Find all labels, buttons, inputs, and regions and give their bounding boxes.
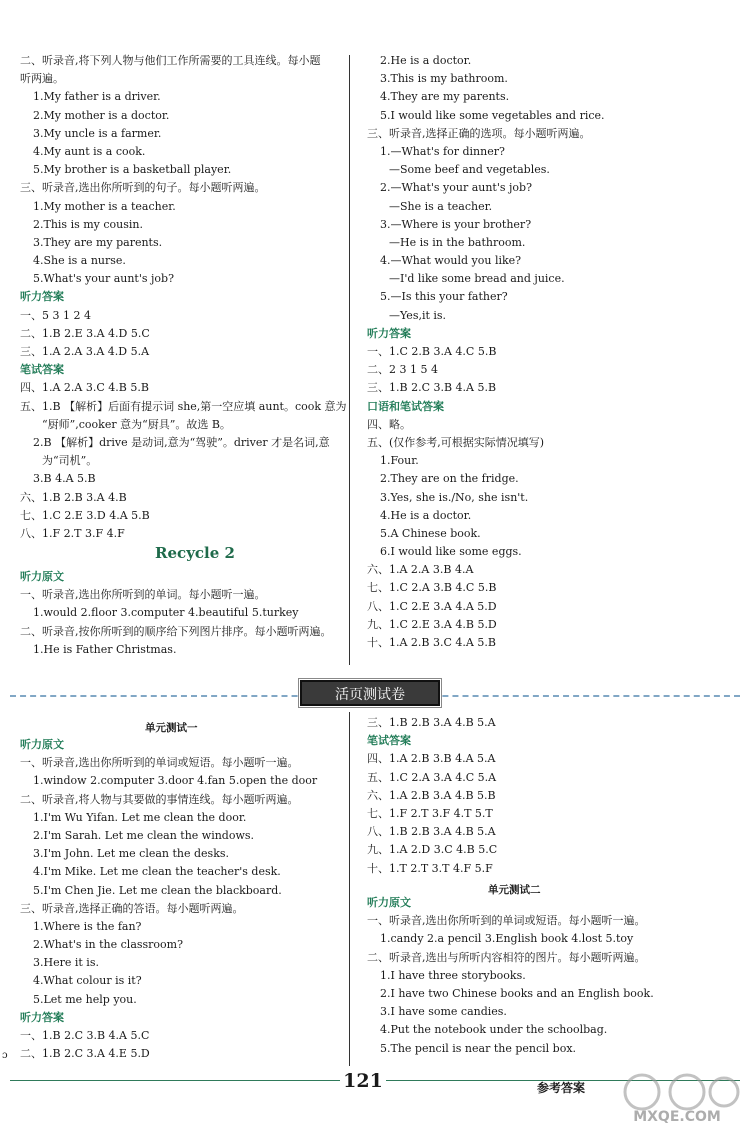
- answer-line: 2.They are on the fridge.: [380, 472, 519, 486]
- listening-line: 5.—Is this your father?: [380, 290, 508, 304]
- section-heading: 听力原文: [367, 896, 411, 909]
- section-heading: 听力原文: [20, 738, 64, 751]
- listening-line: 4.They are my parents.: [380, 90, 510, 104]
- answer-line: 十、1.A 2.B 3.C 4.A 5.B: [367, 636, 496, 649]
- listening-line: 二、听录音,选出与所听内容相符的图片。每小题听两遍。: [367, 950, 646, 964]
- answer-line: 3.B 4.A 5.B: [33, 472, 96, 486]
- listening-line: 3.I'm John. Let me clean the desks.: [33, 847, 229, 861]
- listening-line: 二、听录音,按你所听到的顺序给下列图片排序。每小题听两遍。: [20, 624, 332, 638]
- section-heading: 听力答案: [20, 290, 64, 304]
- listening-line: 2.He is a doctor.: [380, 54, 472, 67]
- answer-line: 七、1.F 2.T 3.F 4.T 5.T: [367, 806, 493, 820]
- answer-line: 6.I would like some eggs.: [380, 545, 522, 559]
- answer-line: 七、1.C 2.A 3.B 4.C 5.B: [367, 581, 497, 595]
- listening-line: 1.He is Father Christmas.: [33, 642, 177, 656]
- answer-line: 一、5 3 1 2 4: [20, 308, 91, 322]
- section-heading: 听力答案: [367, 326, 411, 340]
- listening-line: 2.What's in the classroom?: [33, 938, 183, 952]
- listening-line: 三、听录音,选择正确的答语。每小题听两遍。: [20, 901, 244, 915]
- answer-line: 十、1.T 2.T 3.T 4.F 5.F: [367, 861, 493, 875]
- listening-line: 3.—Where is your brother?: [380, 217, 532, 231]
- listening-line: 3.Here it is.: [33, 956, 99, 970]
- listening-line: 1.would 2.floor 3.computer 4.beautiful 5.turkey: [33, 606, 299, 620]
- listening-line: 4.My aunt is a cook.: [33, 144, 146, 158]
- answer-line: 4.He is a doctor.: [380, 508, 472, 522]
- listening-line: 4.She is a nurse.: [33, 254, 126, 268]
- answer-line: 九、1.A 2.D 3.C 4.B 5.C: [367, 843, 498, 857]
- listening-line: 2.—What's your aunt's job?: [380, 181, 532, 195]
- listening-line: —He is in the bathroom.: [389, 235, 526, 249]
- worksheet-banner: 活页测试卷: [300, 680, 440, 706]
- listening-line: 1.window 2.computer 3.door 4.fan 5.open the door: [33, 774, 318, 788]
- answer-line: 二、1.B 2.C 3.A 4.E 5.D: [20, 1047, 150, 1061]
- answer-line: 五、1.B 【解析】后面有提示词 she,第一空应填 aunt。cook 意为: [20, 399, 347, 413]
- listening-line: 三、听录音,选出你所听到的句子。每小题听两遍。: [20, 181, 266, 195]
- listening-line: 5.I'm Chen Jie. Let me clean the blackboard.: [33, 883, 282, 897]
- listening-line: 听两遍。: [20, 72, 64, 86]
- section-heading: 口语和笔试答案: [367, 399, 444, 413]
- section-heading: 听力答案: [20, 1010, 64, 1024]
- listening-line: 1.My father is a driver.: [33, 90, 161, 104]
- section-heading: 笔试答案: [367, 734, 411, 748]
- answer-line: 五、(仅作参考,可根据实际情况填写): [367, 435, 545, 449]
- column-divider: [349, 712, 350, 1072]
- watermark-logo: [612, 1070, 742, 1125]
- answer-line: 二、1.B 2.E 3.A 4.D 5.C: [20, 326, 150, 340]
- section-heading: 听力原文: [20, 570, 64, 583]
- answer-line: 七、1.C 2.E 3.D 4.A 5.B: [20, 508, 150, 522]
- listening-line: 4.What colour is it?: [33, 974, 142, 988]
- answer-line: 三、1.B 2.B 3.A 4.B 5.A: [367, 716, 496, 729]
- answer-line: 六、1.A 2.B 3.A 4.B 5.B: [367, 788, 496, 802]
- listening-line: 三、听录音,选择正确的选项。每小题听两遍。: [367, 126, 591, 140]
- listening-line: 5.Let me help you.: [33, 992, 137, 1006]
- answer-line: 3.Yes, she is./No, she isn't.: [380, 490, 529, 504]
- answer-line: 八、1.B 2.B 3.A 4.B 5.A: [367, 825, 496, 839]
- listening-line: 3.I have some candies.: [380, 1005, 507, 1019]
- listening-line: 1.I'm Wu Yifan. Let me clean the door.: [33, 810, 247, 824]
- recycle-title: Recycle 2: [155, 544, 235, 562]
- listening-line: 二、听录音,将人物与其要做的事情连线。每小题听两遍。: [20, 792, 299, 806]
- listening-line: 1.—What's for dinner?: [380, 144, 505, 158]
- listening-line: 3.My uncle is a farmer.: [33, 126, 162, 140]
- answer-line: 三、1.A 2.A 3.A 4.D 5.A: [20, 345, 150, 358]
- listening-line: 5.What's your aunt's job?: [33, 272, 174, 286]
- listening-line: 2.I'm Sarah. Let me clean the windows.: [33, 828, 255, 842]
- answer-line: 一、1.B 2.C 3.B 4.A 5.C: [20, 1029, 150, 1042]
- listening-line: 3.They are my parents.: [33, 235, 163, 249]
- listening-line: 5.The pencil is near the pencil box.: [380, 1041, 577, 1055]
- answer-line: “厨师”,cooker 意为“厨具”。故选 B。: [42, 417, 231, 431]
- answer-line: 六、1.B 2.B 3.A 4.B: [20, 490, 127, 504]
- answer-line: 四、1.A 2.A 3.C 4.B 5.B: [20, 381, 149, 395]
- listening-line: —Some beef and vegetables.: [389, 163, 550, 177]
- answer-line: 四、略。: [367, 417, 411, 431]
- answer-line: 九、1.C 2.E 3.A 4.B 5.D: [367, 617, 497, 631]
- listening-line: 5.My brother is a basketball player.: [33, 163, 232, 177]
- listening-line: 1.candy 2.a pencil 3.English book 4.lost 5.toy: [380, 932, 634, 946]
- listening-line: 2.I have two Chinese books and an English book.: [380, 986, 654, 1000]
- answer-line: 八、1.F 2.T 3.F 4.F: [20, 526, 125, 540]
- unit-test-one-title: 单元测试一: [145, 722, 198, 734]
- column-divider: [349, 55, 350, 665]
- footer-label: 参考答案: [537, 1081, 586, 1095]
- listening-line: —I'd like some bread and juice.: [389, 272, 565, 286]
- listening-line: 4.—What would you like?: [380, 254, 522, 268]
- listening-line: 1.My mother is a teacher.: [33, 199, 176, 213]
- answer-line: 五、1.C 2.A 3.A 4.C 5.A: [367, 770, 497, 784]
- answer-line: 1.Four.: [380, 454, 419, 468]
- listening-line: 一、听录音,选出你所听到的单词。每小题听一遍。: [20, 588, 266, 602]
- unit-test-one: [20, 736, 345, 1063]
- listening-line: —She is a teacher.: [389, 199, 493, 213]
- answer-line: 一、1.C 2.B 3.A 4.C 5.B: [367, 345, 497, 358]
- answer-line: 为“司机”。: [42, 454, 98, 468]
- watermark-text: MXQE.COM: [633, 1109, 721, 1125]
- answer-line: 5.A Chinese book.: [380, 526, 481, 540]
- answer-line: 二、2 3 1 5 4: [367, 363, 438, 377]
- listening-line: 5.I would like some vegetables and rice.: [380, 108, 605, 122]
- listening-line: 4.I'm Mike. Let me clean the teacher's desk.: [33, 865, 281, 879]
- corner-mark: ɔ: [2, 1050, 8, 1061]
- listening-line: 二、听录音,将下列人物与他们工作所需要的工具连线。每小题: [20, 54, 321, 67]
- right-column-top: [367, 52, 737, 652]
- recycle-section: [20, 568, 345, 659]
- listening-line: —Yes,it is.: [389, 308, 447, 322]
- listening-line: 1.Where is the fan?: [33, 919, 142, 933]
- section-heading: 笔试答案: [20, 363, 64, 377]
- unit-test-two: [367, 894, 737, 1058]
- answer-line: 2.B 【解析】drive 是动词,意为“驾驶”。driver 才是名词,意: [33, 435, 330, 449]
- left-column-top: [20, 52, 345, 543]
- listening-line: 4.Put the notebook under the schoolbag.: [380, 1023, 608, 1037]
- listening-line: 2.My mother is a doctor.: [33, 108, 170, 122]
- listening-line: 2.This is my cousin.: [33, 217, 143, 231]
- answer-line: 六、1.A 2.A 3.B 4.A: [367, 563, 474, 577]
- answer-line: 四、1.A 2.B 3.B 4.A 5.A: [367, 752, 496, 766]
- listening-line: 一、听录音,选出你所听到的单词或短语。每小题听一遍。: [367, 914, 646, 928]
- listening-line: 一、听录音,选出你所听到的单词或短语。每小题听一遍。: [20, 756, 299, 770]
- answer-line: 八、1.C 2.E 3.A 4.A 5.D: [367, 599, 497, 613]
- listening-line: 3.This is my bathroom.: [380, 72, 508, 86]
- right-column-bottom: [367, 714, 737, 878]
- page-number: 121: [340, 1066, 386, 1096]
- listening-line: 1.I have three storybooks.: [380, 968, 526, 982]
- answer-line: 三、1.B 2.C 3.B 4.A 5.B: [367, 381, 497, 395]
- unit-test-two-title: 单元测试二: [488, 884, 541, 896]
